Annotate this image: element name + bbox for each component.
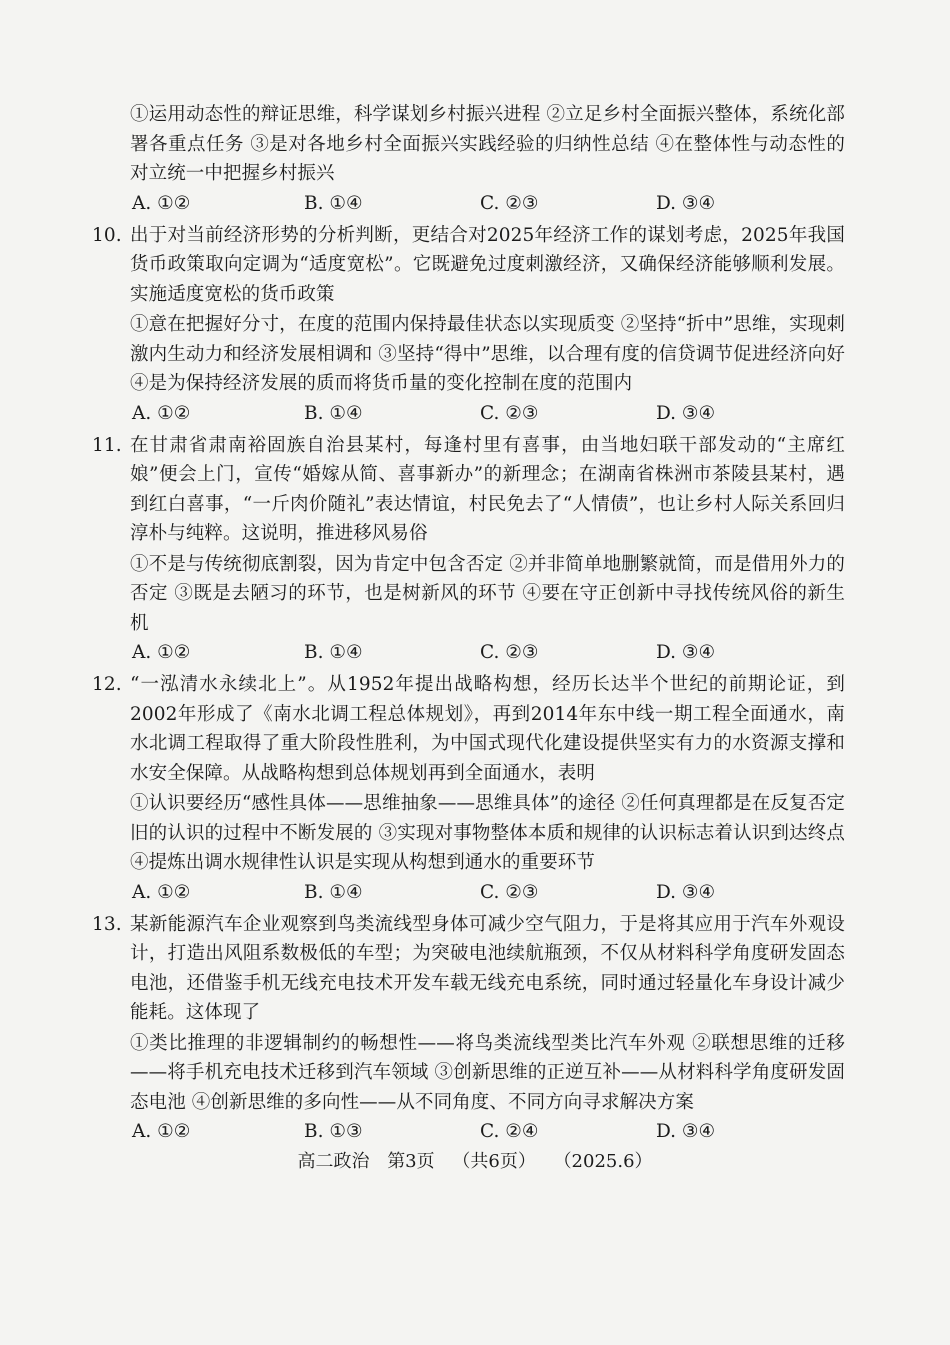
page-content xyxy=(92,100,845,1149)
question-10-options: ①意在把握好分寸，在度的范围内保持最佳状态以实现质变 ②坚持“折中”思维，实现刺激内生动力和经济发展相调和 ③坚持“得中”思维，以合理有度的信贷调节促进经济向好 ④是为保持经济发展的质而将货币量的变化控制在度的范围内 xyxy=(130,314,845,394)
choice-a: A. ①② xyxy=(132,642,191,663)
question-10 xyxy=(92,221,845,429)
choice-c: C. ②③ xyxy=(480,642,539,663)
question-stem-text: 出于对当前经济形势的分析判断，更结合对2025年经济工作的谋划考虑，2025年我国货币政策取向定调为“适度宽松”。它既避免过度刺激经济，又确保经济能够顺利发展。实施适度宽松的货币政策 xyxy=(130,224,845,305)
question-10-choices xyxy=(100,399,845,429)
footer-date: （2025.6） xyxy=(553,1151,653,1172)
choice-c: C. ②③ xyxy=(480,192,539,214)
question-10-stem xyxy=(92,221,845,310)
question-12 xyxy=(92,670,845,908)
question-stem-text: 在甘肃省肃南裕固族自治县某村，每逢村里有喜事，由当地妇联干部发动的“主席红娘”便会上门，宣传“婚嫁从简、喜事新办”的新理念；在湖南省株洲市茶陵县某村，遇到红白喜事，“一斤肉价随礼”表达情谊，村民免去了“人情债”，也让乡村人际关系回归淳朴与纯粹。这说明，推进移风易俗 xyxy=(130,434,845,544)
question-stem-text: “一泓清水永续北上”。从1952年提出战略构想，经历长达半个世纪的前期论证，到2002年形成了《南水北调工程总体规划》，再到2014年东中线一期工程全面通水，南水北调工程取得了重大阶段性胜利，为中国式现代化建设提供坚实有力的水资源支撑和水安全保障。从战略构想到总体规划再到全面通水，表明 xyxy=(130,674,845,784)
question-13-options: ①类比推理的非逻辑制约的畅想性——将鸟类流线型类比汽车外观 ②联想思维的迁移——将手机充电技术迁移到汽车领域 ③创新思维的正逆互补——从材料科学角度研发固态电池 ④创新思维的多向性——从不同角度、不同方向寻求解决方案 xyxy=(130,1032,845,1113)
question-number: 10. xyxy=(92,224,122,246)
choice-c: C. ②④ xyxy=(480,1121,539,1142)
question-12-stem xyxy=(92,670,845,788)
footer-subject: 高二政治 xyxy=(297,1151,370,1172)
choice-d: D. ③④ xyxy=(656,192,716,214)
choice-a: A. ①② xyxy=(132,402,191,424)
question-number: 11. xyxy=(92,434,122,456)
choice-d: D. ③④ xyxy=(656,881,716,903)
choice-a: A. ①② xyxy=(132,1121,191,1142)
question-9 xyxy=(100,100,845,219)
question-11-choices xyxy=(100,638,845,668)
question-stem-text: 某新能源汽车企业观察到鸟类流线型身体可减少空气阻力，于是将其应用于汽车外观设计，打造出风阻系数极低的车型；为突破电池续航瓶颈，不仅从材料科学角度研发固态电池，还借鉴手机无线充电技术开发车载无线充电系统，同时通过轻量化车身设计减少能耗。这体现了 xyxy=(130,913,845,1023)
footer-total: （共6页） xyxy=(452,1151,536,1172)
question-11 xyxy=(92,431,845,669)
choice-d: D. ③④ xyxy=(656,642,716,663)
page-footer xyxy=(0,1148,950,1176)
question-9-choices xyxy=(100,189,845,219)
choice-b: B. ①④ xyxy=(304,642,363,663)
question-9-options: ①运用动态性的辩证思维，科学谋划乡村振兴进程 ②立足乡村全面振兴整体，系统化部署各重点任务 ③是对各地乡村全面振兴实践经验的归纳性总结 ④在整体性与动态性的对立统一中把握乡村振兴 xyxy=(130,104,845,184)
choice-a: A. ①② xyxy=(132,881,191,903)
choice-b: B. ①④ xyxy=(304,192,363,214)
question-13-stem xyxy=(92,910,845,1028)
choice-d: D. ③④ xyxy=(656,1121,716,1142)
question-13 xyxy=(92,910,845,1148)
footer-page: 第3页 xyxy=(387,1151,435,1172)
choice-b: B. ①③ xyxy=(304,1121,363,1142)
question-12-choices xyxy=(100,878,845,908)
question-11-stem xyxy=(92,431,845,549)
choice-c: C. ②③ xyxy=(480,881,539,903)
choice-b: B. ①④ xyxy=(304,402,363,424)
question-11-options: ①不是与传统彻底割裂，因为肯定中包含否定 ②并非简单地删繁就简，而是借用外力的否定 ③既是去陋习的环节，也是树新风的环节 ④要在守正创新中寻找传统风俗的新生机 xyxy=(130,553,845,634)
question-13-choices xyxy=(100,1117,845,1147)
question-12-options: ①认识要经历“感性具体——思维抽象——思维具体”的途径 ②任何真理都是在反复否定旧的认识的过程中不断发展的 ③实现对事物整体本质和规律的认识标志着认识到达终点 ④提炼出调水规律性认识是实现从构想到通水的重要环节 xyxy=(130,793,845,873)
choice-c: C. ②③ xyxy=(480,402,539,424)
choice-d: D. ③④ xyxy=(656,402,716,424)
choice-b: B. ①④ xyxy=(304,881,363,903)
question-number: 13. xyxy=(92,913,122,935)
question-number: 12. xyxy=(92,674,122,695)
choice-a: A. ①② xyxy=(132,192,191,214)
